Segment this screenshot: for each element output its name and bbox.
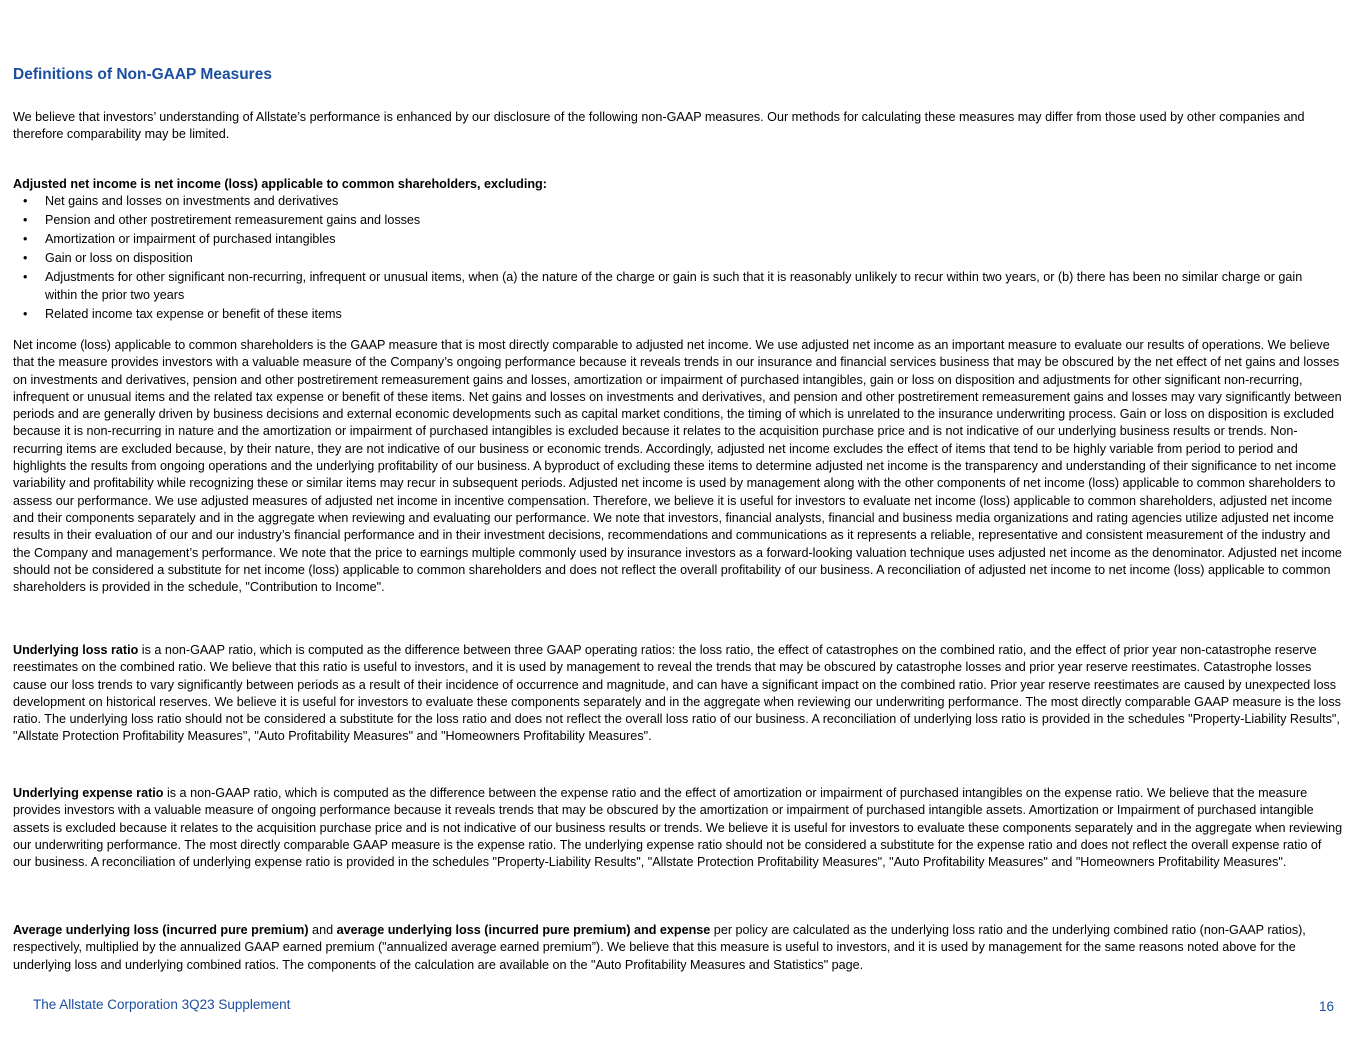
average-underlying-loss-text: per policy are calculated as the underlying loss ratio and the underlying combined ratio (non-GAAP ratios), respectively, multiplied by the annualized GAAP earned premium ("annualized average earned premium”). We believe that this measure is useful to investors, and it is used by management for the same reasons noted above for the underlying loss and underlying combined ratios. The components of the calculation are available on the "Auto Profitability Measures and Statistics" page. bbox=[13, 923, 1306, 972]
list-item-text: Gain or loss on disposition bbox=[45, 251, 193, 266]
underlying-loss-ratio-text: is a non-GAAP ratio, which is computed as the difference between three GAAP operating ratios: the loss ratio, the effect of catastrophes on the combined ratio, and the effect of prior year non-catastrophe reserve reestimates on the combined ratio. We believe that this ratio is useful to investors, and it is used by management to reveal the trends that may be obscured by catastrophe losses and prior year reserve reestimates. Catastrophe losses cause our loss trends to vary significantly between periods as a result of their incidence of occurrence and magnitude, and can have a significant impact on the combined ratio. Prior year reserve reestimates are caused by unexpected loss development on historical reserves. We believe it is useful for investors to evaluate these components separately and in the aggregate when reviewing our underwriting performance. The most directly comparable GAAP measure is the loss ratio. The underlying loss ratio should not be considered a substitute for the loss ratio and does not reflect the overall loss ratio of our business. A reconciliation of underlying loss ratio is provided in the schedules "Property-Liability Results", "Allstate Protection Profitability Measures", "Auto Profitability Measures" and "Homeowners Profitability Measures". bbox=[13, 643, 1341, 744]
footer-page-number: 16 bbox=[1318, 999, 1334, 1014]
bullet-icon: • bbox=[23, 232, 28, 247]
underlying-loss-ratio-term: Underlying loss ratio bbox=[13, 643, 139, 657]
list-item bbox=[13, 306, 1323, 323]
bullet-icon: • bbox=[23, 306, 28, 321]
average-underlying-loss-joiner: and bbox=[308, 923, 337, 937]
list-item bbox=[13, 212, 1323, 229]
bullet-icon: • bbox=[23, 194, 28, 208]
list-item-text: Net gains and losses on investments and derivatives bbox=[45, 194, 339, 208]
footer-publication-title: The Allstate Corporation 3Q23 Supplement bbox=[33, 997, 291, 1012]
average-underlying-loss-and-expense-term: average underlying loss (incurred pure premium) and expense bbox=[336, 923, 711, 937]
adjusted-net-income-paragraph: Net income (loss) applicable to common shareholders is the GAAP measure that is most directly comparable to adjusted net income. We use adjusted net income as an important measure to evaluate our results of operations. We believe that the measure provides investors with a valuable measure of the Company’s ongoing performance because it reveals trends in our insurance and financial services business that may be obscured by the net effect of net gains and losses on investments and derivatives, pension and other postretirement remeasurement gains and losses, amortization or impairment of purchased intangibles, gain or loss on disposition and adjustments for other significant non-recurring, infrequent or unusual items and the related tax expense or benefit of these items. Net gains and losses on investments and derivatives, and pension and other postretirement remeasurement gains and losses may vary significantly between periods and are generally driven by business decisions and external economic developments such as capital market conditions, the timing of which is unrelated to the insurance underwriting process. Gain or loss on disposition is excluded because it is non-recurring in nature and the amortization or impairment of purchased intangibles is excluded because it relates to the acquisition purchase price and is not indicative of our underlying business results or trends. Non-recurring items are excluded because, by their nature, they are not indicative of our business or economic trends. Accordingly, adjusted net income excludes the effect of items that tend to be highly variable from period to period and highlights the results from ongoing operations and the underlying profitability of our business. A byproduct of excluding these items to determine adjusted net income is the transparency and understanding of their significance to net income variability and profitability while recognizing these or similar items may recur in subsequent periods. Adjusted net income is used by management along with the other components of net income (loss) applicable to common shareholders to assess our performance. We use adjusted measures of adjusted net income in incentive compensation. Therefore, we believe it is useful for investors to evaluate net income (loss) applicable to common shareholders, adjusted net income and their components separately and in the aggregate when reviewing and evaluating our performance. We note that investors, financial analysts, financial and business media organizations and rating agencies utilize adjusted net income results in their evaluation of our and our industry’s financial performance and in their investment decisions, recommendations and communications as it represents a reliable, representative and consistent measurement of the industry and the Company and management’s performance. We note that the price to earnings multiple commonly used by insurance investors as a forward-looking valuation technique uses adjusted net income as the denominator. Adjusted net income should not be considered a substitute for net income (loss) applicable to common shareholders and does not reflect the overall profitability of our business. A reconciliation of adjusted net income to net income (loss) applicable to common shareholders is provided in the schedule, "Contribution to Income". bbox=[13, 338, 1342, 595]
adjusted-net-income-heading: Adjusted net income is net income (loss) applicable to common shareholders, excluding: bbox=[13, 177, 547, 191]
underlying-expense-ratio-paragraph bbox=[13, 785, 1343, 871]
bullet-icon: • bbox=[23, 251, 28, 266]
list-item bbox=[13, 231, 1323, 248]
intro-paragraph: We believe that investors’ understanding of Allstate’s performance is enhanced by our disclosure of the following non-GAAP measures. Our methods for calculating these measures may differ from those used by other companies and therefore comparability may be limited. bbox=[13, 110, 1305, 142]
list-item-text: Related income tax expense or benefit of these items bbox=[45, 306, 342, 321]
underlying-loss-ratio-paragraph bbox=[13, 642, 1343, 746]
list-item-text: Adjustments for other significant non-recurring, infrequent or unusual items, when (a) the nature of the charge or gain is such that it is reasonably unlikely to recur within two years, or (b) there has been no similar charge or gain within the prior two years bbox=[45, 270, 1303, 302]
underlying-expense-ratio-text: is a non-GAAP ratio, which is computed as the difference between the expense ratio and the effect of amortization or impairment of purchased intangibles on the expense ratio. We believe that the measure provides investors with a valuable measure of ongoing performance because it reveals trends that may be obscured by the amortization or impairment of purchased intangible assets. Amortization or Impairment of purchased intangible assets is excluded because it relates to the acquisition purchase price and is not indicative of our business results or trends. We believe it is useful for investors to evaluate these components separately and in the aggregate when reviewing our underwriting performance. The most directly comparable GAAP measure is the expense ratio. The underlying expense ratio should not be considered a substitute for the expense ratio and does not reflect the overall expense ratio of our business. A reconciliation of underlying expense ratio is provided in the schedules "Property-Liability Results", "Allstate Protection Profitability Measures", "Auto Profitability Measures" and "Homeowners Profitability Measures". bbox=[13, 786, 1343, 870]
list-item bbox=[13, 193, 1323, 210]
average-underlying-loss-paragraph bbox=[13, 922, 1338, 974]
bullet-icon: • bbox=[23, 213, 28, 228]
adjusted-net-income-exclusions-list bbox=[13, 193, 1323, 325]
bullet-icon: • bbox=[23, 270, 28, 285]
list-item bbox=[13, 250, 1323, 267]
list-item-text: Amortization or impairment of purchased intangibles bbox=[45, 232, 336, 247]
page-title: Definitions of Non-GAAP Measures bbox=[13, 66, 272, 83]
average-underlying-loss-term: Average underlying loss (incurred pure premium) bbox=[13, 923, 309, 937]
underlying-expense-ratio-term: Underlying expense ratio bbox=[13, 786, 164, 800]
list-item-text: Pension and other postretirement remeasurement gains and losses bbox=[45, 213, 421, 228]
list-item bbox=[13, 269, 1323, 304]
